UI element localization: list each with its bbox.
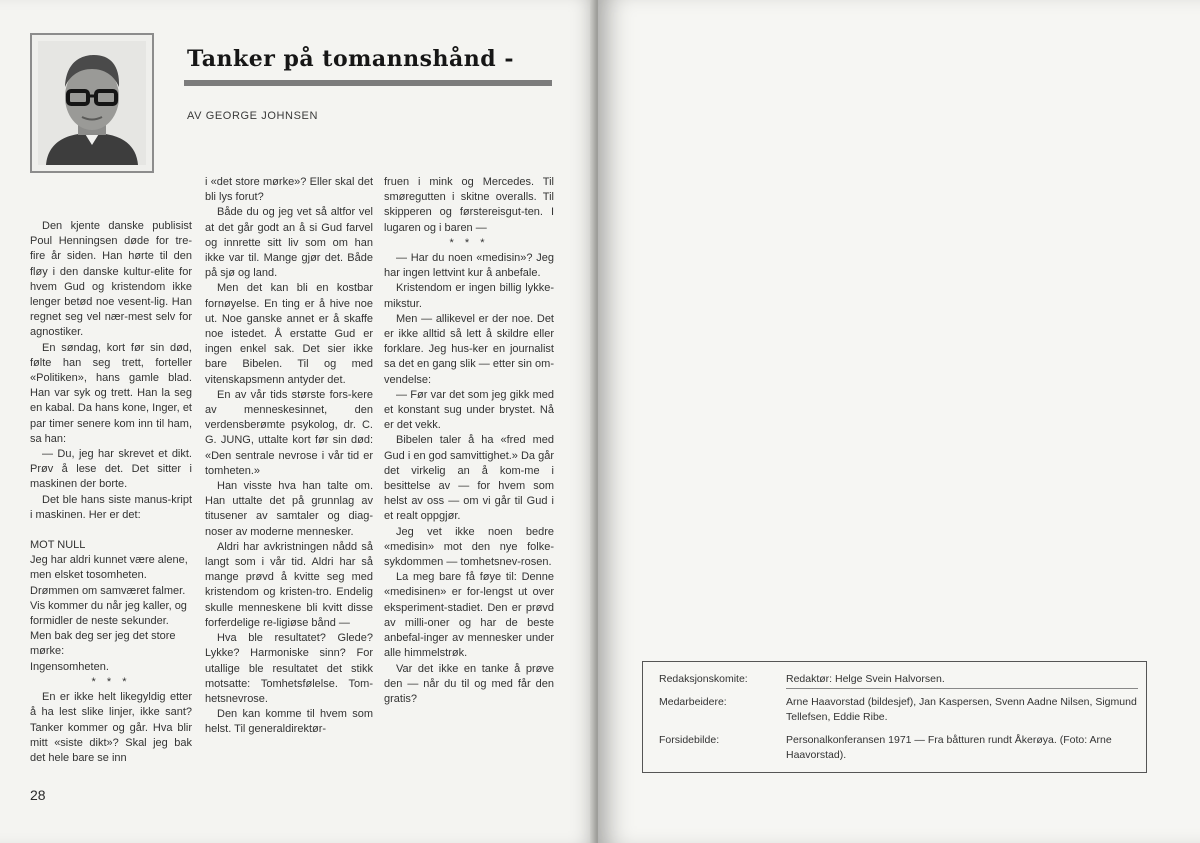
paragraph: Ingensomheten. [30, 660, 109, 673]
portrait-image [38, 41, 146, 165]
byline: AV GEORGE JOHNSEN [187, 110, 319, 122]
credits-value: Redaktør: Helge Svein Halvorsen. [786, 673, 945, 685]
paragraph: — Før var det som jeg gikk med et konstant sug under brystet. Nå er det vekk. [384, 388, 554, 432]
paragraph: * * * [449, 236, 489, 249]
paragraph: Det ble hans siste manus-kript i maskinen. Her er det: [30, 493, 192, 521]
paragraph: i «det store mørke»? Eller skal det bli lys forut? [205, 176, 373, 204]
paragraph: fruen i mink og Mercedes. Til smøregutten i skitne overalls. Til skipperen og førstereisgut-ten. I lugaren og i baren — [384, 176, 554, 234]
paragraph: Var det ikke en tanke å prøve den — når du til og med får den gratis? [384, 662, 554, 705]
paragraph: MOT NULL [30, 539, 86, 552]
text-column-3 [384, 175, 554, 707]
credits-value: Arne Haavorstad (bildesjef), Jan Kaspersen, Svenn Aadne Nilsen, Sigmund Tellefsen, Eddie Ribe. [786, 696, 1137, 723]
credits-rule [786, 688, 1138, 689]
paragraph: En er ikke helt likegyldig etter å ha lest slike linjer, ikke sant? Tanker kommer og går. Hva blir mitt «siste dikt»? Skal jeg bak det hele bare se inn [30, 691, 192, 764]
paragraph: Vis kommer du når jeg kaller, og formidler de neste sekunder. [30, 599, 187, 628]
paragraph: Bibelen taler å ha «fred med Gud i en god samvittighet.» Da går det virkelig an å kom-me i besittelse av — for hvem som helst av oss — om vi går til Gud i et realt oppgjør. [384, 434, 554, 523]
paragraph: Den kjente danske publisist Poul Henningsen døde for tre-fire år siden. Han hørte til den fløy i den danske kultur-elite for hvem Gud og kristendom ikke lenger betød noe vesent-lig. Han regnet seg vel nær-mest selv for agnostiker. [30, 220, 192, 339]
paragraph: Den kan komme til hvem som helst. Til generaldirektør- [205, 708, 373, 736]
credits-box [642, 661, 1147, 773]
text-column-2 [205, 175, 373, 738]
paragraph: Aldri har avkristningen nådd så langt som i vår tid. Aldri har så mange prøvd å kvitte seg med kristendom og kristen-tro. Endelig skulle menneskene bli kvitt disse forferdelige re-ligiøse bånd — [205, 540, 373, 629]
paragraph: Men bak deg ser jeg det store mørke: [30, 630, 176, 658]
article-title: Tanker på tomannshånd - [187, 46, 514, 72]
title-underline-bar [184, 80, 552, 86]
paragraph: Jeg har aldri kunnet være alene, men elsket tosomheten. [30, 554, 188, 582]
paragraph: Han visste hva han talte om. Han uttalte det på grunnlag av titusener av samtaler og diag-noser av moderne mennesker. [205, 480, 373, 538]
paragraph: Jeg vet ikke noen bedre «medisin» mot den nye folke-sykdommen — tomhetsnev-rosen. [384, 525, 554, 569]
credits-value: Personalkonferansen 1971 — Fra båtturen rundt Åkerøya. (Foto: Arne Haavorstad). [786, 734, 1112, 761]
page-number: 28 [30, 787, 46, 803]
paragraph: Hva ble resultatet? Glede? Lykke? Harmoniske sinn? For utallige ble resultatet det stikk motsatte: Tomhetsfølelse. Tom-hetsnevrose. [205, 632, 373, 705]
credits-label: Forsidebilde: [659, 734, 720, 746]
paragraph: La meg bare få føye til: Denne «medisinen» er for-lengst ut over eksperiment-stadiet. Den er prøvd av milli-oner og har de beste anbefal-inger av mennesker under alle himmelstrøk. [384, 571, 554, 660]
paragraph: — Har du noen «medisin»? Jeg har ingen lettvint kur å anbefale. [384, 252, 554, 280]
credits-label: Medarbeidere: [659, 696, 727, 708]
paragraph: Både du og jeg vet så altfor vel at det går godt an å si Gud farvel og innrette sitt liv som om han ikke var til. Mange gjør det. Både på sjø og land. [205, 206, 373, 280]
paragraph: Kristendom er ingen billig lykke-mikstur. [384, 282, 554, 310]
author-portrait [30, 33, 154, 173]
paragraph: Men det kan bli en kostbar fornøyelse. En ting er å hive noe ut. Noe ganske annet er å skaffe noe istedet. Å erstatte Gud er ingen enkel sak. Det sier ikke bare Bibelen. Til og med vitenskapsmenn antyder det. [205, 282, 373, 386]
credits-label: Redaksjonskomite: [659, 673, 748, 685]
paragraph: * * * [91, 675, 131, 688]
paragraph: Drømmen om samværet falmer. [30, 584, 186, 597]
text-column-1 [30, 219, 192, 766]
paragraph: En søndag, kort før sin død, følte han seg trett, forteller «Politiken», hans gamle blad. Han var syk og trett. Han la seg en kabal. Da hans kone, Inger, et par timer senere kom inn til ham, sa han: [30, 341, 192, 445]
paragraph: En av vår tids største fors-kere av menneskesinnet, den verdensberømte psykolog, dr. C. G. JUNG, uttalte kort før sin død: «Den sentrale nevrose i vår tid er tomheten.» [205, 388, 373, 477]
paragraph: — Du, jeg har skrevet et dikt. Prøv å lese det. Det sitter i maskinen der borte. [30, 448, 192, 491]
paragraph: Men — allikevel er der noe. Det er ikke alltid så lett å skildre eller forklare. Jeg hus-ker en journalist sa det en gang slik — etter sin om-vendelse: [384, 312, 554, 386]
left-page [0, 0, 598, 843]
